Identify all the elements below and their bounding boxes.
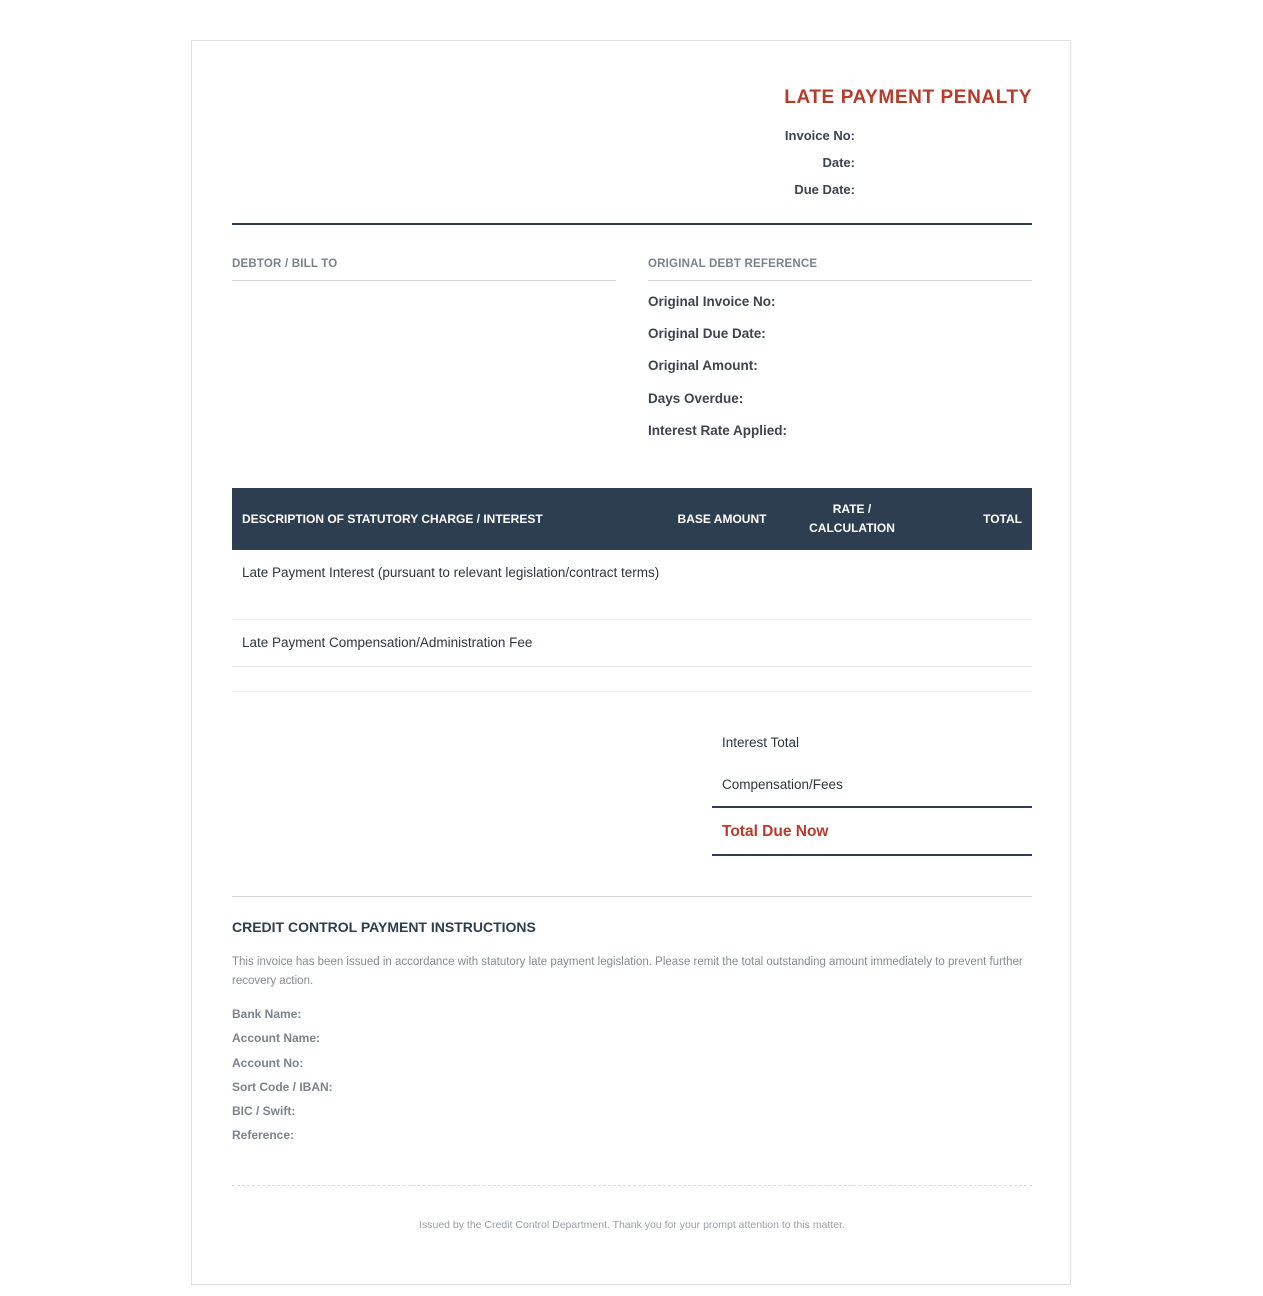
column-total: TOTAL [983,511,1022,526]
debtor-divider [232,280,616,281]
document-title: LATE PAYMENT PENALTY [784,87,1032,108]
payment-instructions-title: CREDIT CONTROL PAYMENT INSTRUCTIONS [232,919,536,935]
interest-rate-label: Interest Rate Applied: [648,423,788,438]
original-due-date-label: Original Due Date: [648,326,766,341]
payment-instructions-text: This invoice has been issued in accordance with statutory late payment legislation. Please remit the total outstanding amount immediately to prevent further recovery action. [232,956,1023,987]
original-invoice-no-label: Original Invoice No: [648,294,776,309]
original-amount-label: Original Amount: [648,358,758,373]
table-row: Late Payment Compensation/Administration Fee [242,635,533,650]
reference-divider [648,280,1032,281]
table-row: Late Payment Interest (pursuant to relevant legislation/contract terms) [242,565,660,580]
invoice-sheet [191,40,1071,1285]
date-label: Date: [822,155,855,170]
section-divider [232,896,1032,897]
sort-code-iban-label: Sort Code / IBAN: [232,1080,333,1094]
invoice-no-label: Invoice No: [784,128,855,143]
row-divider [232,666,1032,667]
totals-divider [712,806,1032,808]
interest-total-label: Interest Total [722,735,800,750]
days-overdue-label: Days Overdue: [648,391,744,406]
account-name-label: Account Name: [232,1031,321,1045]
due-date-label: Due Date: [794,182,855,197]
row-divider [232,619,1032,620]
column-description: DESCRIPTION OF STATUTORY CHARGE / INTEREST [242,511,543,526]
column-rate-calculation: RATE / CALCULATION [809,502,895,535]
row-divider [232,691,1032,692]
debtor-heading: DEBTOR / BILL TO [232,258,338,270]
compensation-fees-label: Compensation/Fees [722,777,843,792]
total-due-now-label: Total Due Now [722,823,829,840]
account-no-label: Account No: [232,1056,304,1070]
grand-total-divider [712,854,1032,856]
reference-heading: ORIGINAL DEBT REFERENCE [648,258,818,270]
bic-swift-label: BIC / Swift: [232,1104,296,1118]
reference-label: Reference: [232,1128,295,1142]
footer-divider [232,1185,1032,1186]
bank-name-label: Bank Name: [232,1007,302,1021]
footer-text: Issued by the Credit Control Department. Thank you for your prompt attention to this matter. [419,1219,845,1231]
charges-table-header [232,488,1032,550]
header-divider [232,223,1032,225]
column-base-amount: BASE AMOUNT [677,511,767,526]
